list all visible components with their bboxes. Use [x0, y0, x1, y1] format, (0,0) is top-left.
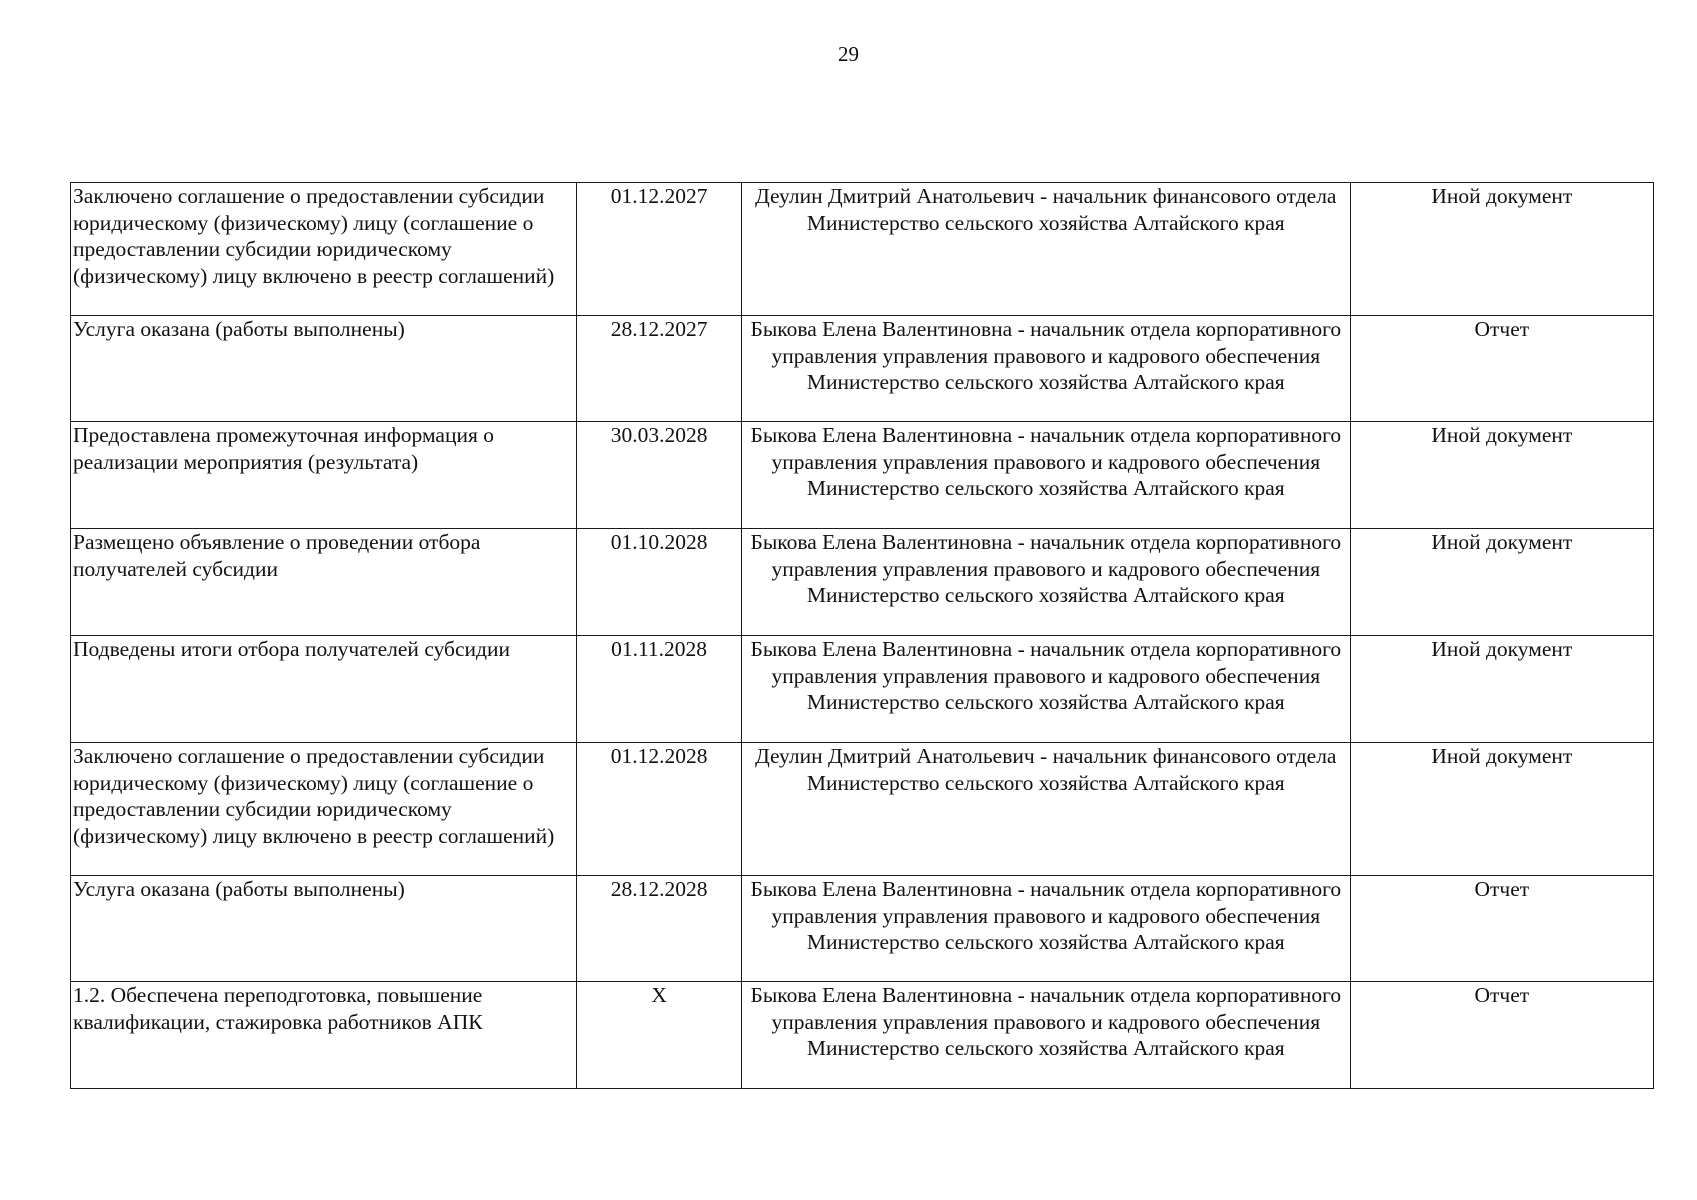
- responsible-cell: [741, 636, 1350, 743]
- event-cell: Услуга оказана (работы выполнены): [71, 876, 577, 982]
- responsible-cell: [741, 743, 1350, 876]
- date-cell: 30.03.2028: [577, 422, 742, 529]
- event-cell: Услуга оказана (работы выполнены): [71, 316, 577, 422]
- table-row: [71, 422, 1654, 529]
- event-cell: Заключено соглашение о предоставлении субсидии юридическому (физическому) лицу (соглашение о предоставлении субсидии юридическому (физическому) лицу включено в реестр соглашений): [71, 743, 577, 876]
- responsible-organization: Министерство сельского хозяйства Алтайского края: [806, 770, 1285, 795]
- date-cell: 01.12.2027: [577, 183, 742, 316]
- table-row: [71, 743, 1654, 876]
- document-type-cell: Иной документ: [1350, 183, 1653, 316]
- responsible-cell: [741, 183, 1350, 316]
- responsible-organization: Министерство сельского хозяйства Алтайского края: [806, 583, 1285, 607]
- responsible-person: Быкова Елена Валентиновна - начальник отдела корпоративного управления управления правового и кадрового обеспечения: [750, 637, 1342, 688]
- table-row: [71, 876, 1654, 982]
- responsible-person: Деулин Дмитрий Анатольевич - начальник финансового отдела: [755, 744, 1337, 768]
- responsible-organization: Министерство сельского хозяйства Алтайского края: [806, 370, 1285, 394]
- table-row: [71, 982, 1654, 1089]
- date-cell: X: [577, 982, 742, 1089]
- table-row: [71, 636, 1654, 743]
- responsible-cell: [741, 529, 1350, 636]
- responsible-organization: Министерство сельского хозяйства Алтайского края: [806, 476, 1285, 500]
- responsible-cell: [741, 876, 1350, 982]
- table-row: [71, 316, 1654, 422]
- document-type-cell: Иной документ: [1350, 529, 1653, 636]
- responsible-organization: Министерство сельского хозяйства Алтайского края: [806, 1036, 1285, 1060]
- date-cell: 28.12.2028: [577, 876, 742, 982]
- event-cell: Подведены итоги отбора получателей субсидии: [71, 636, 577, 743]
- table-row: [71, 529, 1654, 636]
- document-type-cell: Отчет: [1350, 876, 1653, 982]
- responsible-organization: Министерство сельского хозяйства Алтайского края: [806, 210, 1285, 235]
- control-points-table: [70, 182, 1654, 1089]
- date-cell: 28.12.2027: [577, 316, 742, 422]
- event-cell: 1.2. Обеспечена переподготовка, повышение квалификации, стажировка работников АПК: [71, 982, 577, 1089]
- event-cell: Размещено объявление о проведении отбора получателей субсидии: [71, 529, 577, 636]
- document-type-cell: Иной документ: [1350, 743, 1653, 876]
- date-cell: 01.11.2028: [577, 636, 742, 743]
- responsible-person: Быкова Елена Валентиновна - начальник отдела корпоративного управления управления правового и кадрового обеспечения: [750, 877, 1342, 928]
- document-type-cell: Иной документ: [1350, 636, 1653, 743]
- responsible-cell: [741, 422, 1350, 529]
- table-row: [71, 183, 1654, 316]
- document-type-cell: Иной документ: [1350, 422, 1653, 529]
- document-type-cell: Отчет: [1350, 316, 1653, 422]
- event-cell: Предоставлена промежуточная информация о реализации мероприятия (результата): [71, 422, 577, 529]
- responsible-cell: [741, 982, 1350, 1089]
- responsible-organization: Министерство сельского хозяйства Алтайского края: [806, 690, 1285, 714]
- responsible-organization: Министерство сельского хозяйства Алтайского края: [806, 930, 1285, 954]
- document-type-cell: Отчет: [1350, 982, 1653, 1089]
- responsible-person: Быкова Елена Валентиновна - начальник отдела корпоративного управления управления правового и кадрового обеспечения: [750, 423, 1342, 474]
- responsible-person: Быкова Елена Валентиновна - начальник отдела корпоративного управления управления правового и кадрового обеспечения: [750, 530, 1342, 581]
- date-cell: 01.12.2028: [577, 743, 742, 876]
- date-cell: 01.10.2028: [577, 529, 742, 636]
- responsible-person: Деулин Дмитрий Анатольевич - начальник финансового отдела: [755, 184, 1337, 208]
- event-cell: Заключено соглашение о предоставлении субсидии юридическому (физическому) лицу (соглашение о предоставлении субсидии юридическому (физическому) лицу включено в реестр соглашений): [71, 183, 577, 316]
- page-number: 29: [838, 42, 859, 66]
- responsible-cell: [741, 316, 1350, 422]
- responsible-person: Быкова Елена Валентиновна - начальник отдела корпоративного управления управления правового и кадрового обеспечения: [750, 983, 1342, 1034]
- responsible-person: Быкова Елена Валентиновна - начальник отдела корпоративного управления управления правового и кадрового обеспечения: [750, 317, 1342, 368]
